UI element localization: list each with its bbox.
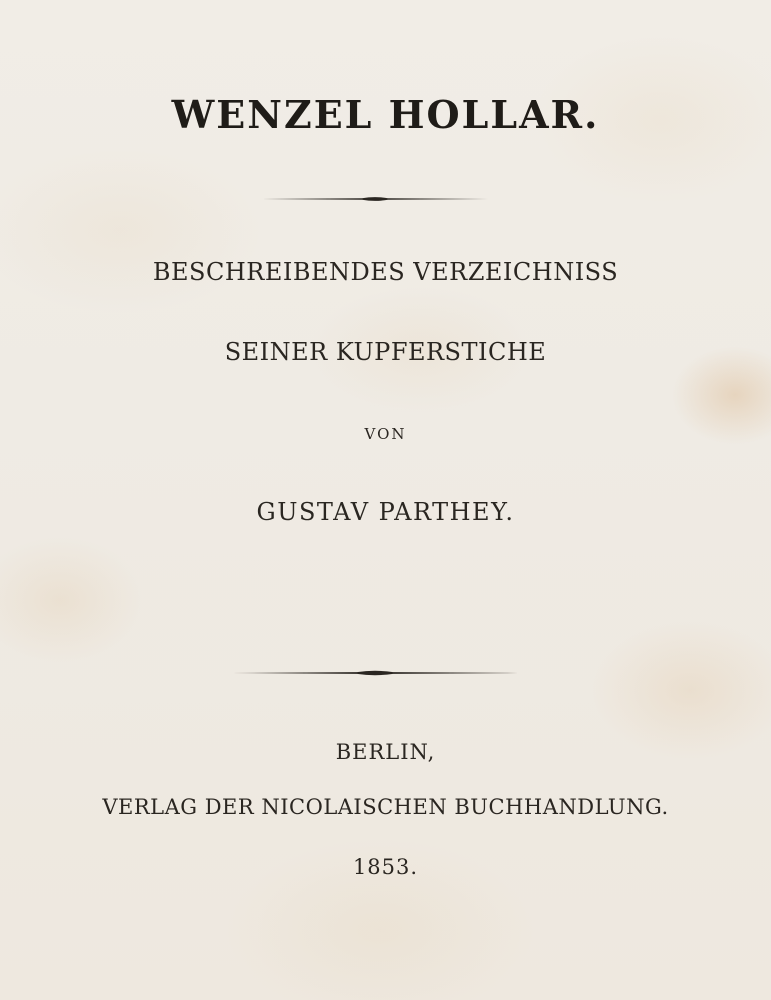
subtitle-line-1: BESCHREIBENDES VERZEICHNISS	[152, 258, 619, 286]
decorative-rule-bottom	[232, 665, 518, 681]
subtitle-line-2: SEINER KUPFERSTICHE	[224, 338, 547, 366]
imprint-city: BERLIN,	[335, 740, 436, 764]
imprint-year: 1853.	[352, 855, 419, 879]
book-title: WENZEL HOLLAR.	[171, 92, 600, 137]
by-word: VON	[364, 425, 407, 443]
decorative-rule-top	[262, 192, 488, 206]
imprint-publisher: VERLAG DER NICOLAISCHEN BUCHHANDLUNG.	[102, 795, 669, 819]
author-name: GUSTAV PARTHEY.	[256, 498, 515, 526]
